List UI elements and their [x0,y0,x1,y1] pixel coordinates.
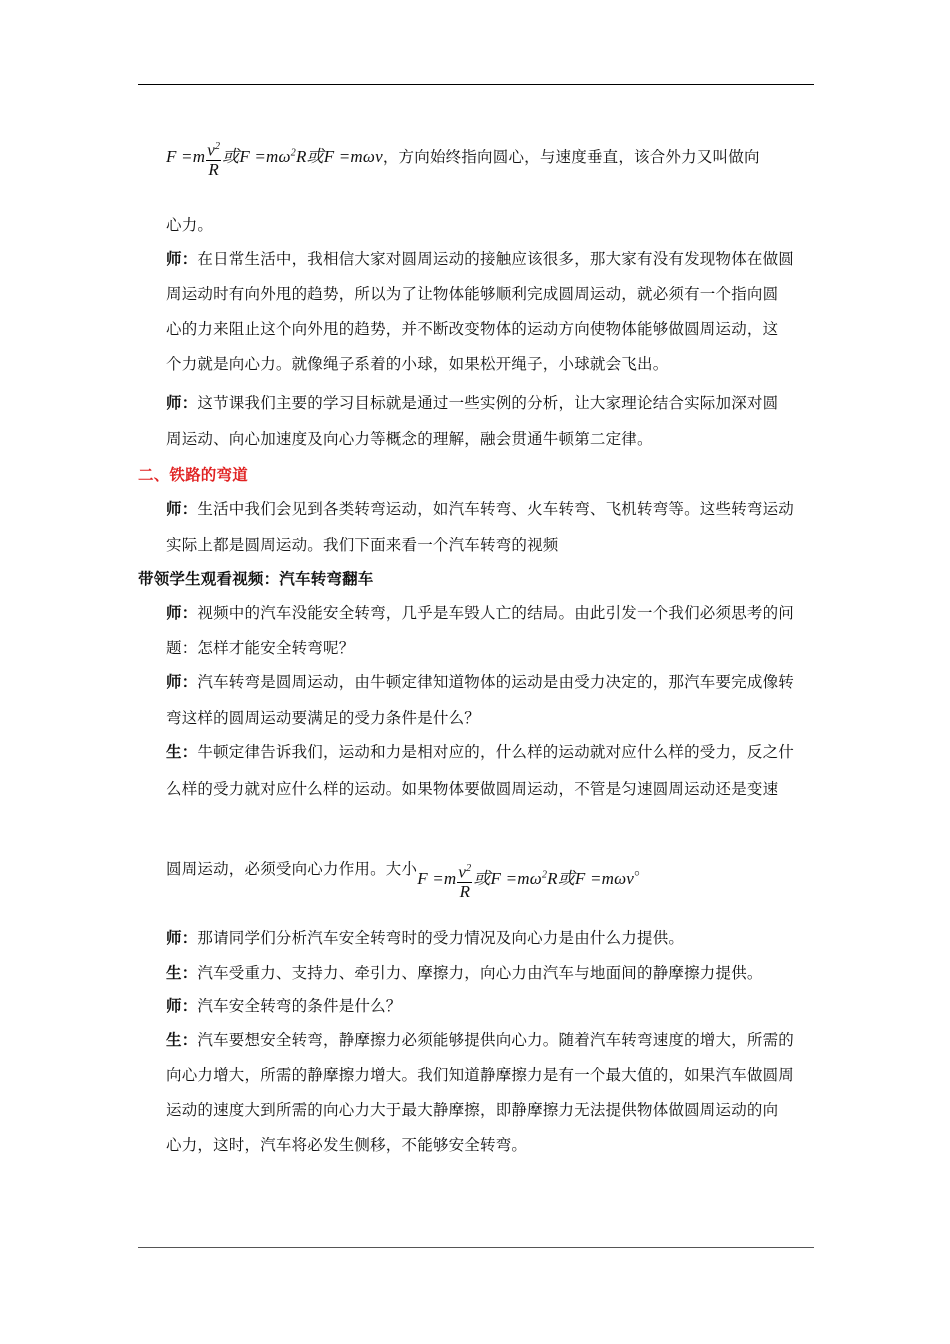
paragraph-line: 心力，这时，汽车将必发生侧移，不能够安全转弯。 [166,1136,528,1154]
paragraph-line: 运动的速度大到所需的向心力大于最大静摩擦，即静摩擦力无法提供物体做圆周运动的向 [166,1101,779,1119]
paragraph-line: 周运动、向心加速度及向心力等概念的理解，融会贯通牛顿第二定律。 [166,430,653,448]
formula-trailing-text: ，方向始终指向圆心，与速度垂直，该合外力又叫做向 [382,148,760,167]
paragraph-line: 周运动时有向外甩的趋势，所以为了让物体能够顺利完成圆周运动，就必须有一个指向圆 [166,285,779,303]
paragraph-line: 师：那请同学们分析汽车安全转弯时的受力情况及向心力是由什么力提供。 [166,928,685,947]
formula-line-2: 圆周运动，必须受向心力作用。大小F =m $\frac{v^2}{R}$ 或$F =m\omega^2R$或F =mωv。 [166,860,650,901]
section-heading: 二、铁路的弯道 [138,465,248,484]
paragraph-line: 个力就是向心力。就像绳子系着的小球，如果松开绳子，小球就会飞出。 [166,355,669,373]
paragraph-line: 师：视频中的汽车没能安全转弯，几乎是车毁人亡的结局。由此引发一个我们必须思考的问 [166,603,795,622]
speaker-label: 师： [166,996,198,1015]
speaker-label: 师： [166,928,198,947]
speaker-label: 生： [166,1030,198,1049]
speaker-label: 师： [166,672,198,691]
paragraph-line: 师：汽车安全转弯的条件是什么？ [166,996,402,1015]
paragraph-line: 师：这节课我们主要的学习目标就是通过一些实例的分析，让大家理论结合实际加深对圆 [166,393,779,412]
paragraph-line: 向心力增大，所需的静摩擦力增大。我们知道静摩擦力是有一个最大值的，如果汽车做圆周 [166,1066,795,1084]
paragraph-line: 实际上都是圆周运动。我们下面来看一个汽车转弯的视频 [166,536,559,554]
paragraph-line: 心力。 [166,216,214,234]
speaker-label: 生： [166,742,198,761]
speaker-label: 师： [166,499,198,518]
paragraph-line: 么样的受力就对应什么样的运动。如果物体要做圆周运动，不管是匀速圆周运动还是变速 [166,780,779,798]
paragraph-line: 师：生活中我们会见到各类转弯运动，如汽车转弯、火车转弯、飞机转弯等。这些转弯运动 [166,499,795,518]
paragraph-line: 生：汽车要想安全转弯，静摩擦力必须能够提供向心力。随着汽车转弯速度的增大，所需的 [166,1030,795,1049]
video-heading: 带领学生观看视频：汽车转弯翻车 [138,569,374,588]
speaker-label: 生： [166,963,198,982]
footer-rule [138,1247,814,1248]
paragraph-line: 弯这样的圆周运动要满足的受力条件是什么？ [166,709,481,727]
speaker-label: 师： [166,249,198,268]
formula-line-1 [166,138,760,179]
header-rule [138,84,814,85]
paragraph-line: 师：在日常生活中，我相信大家对圆周运动的接触应该很多，那大家有没有发现物体在做圆 [166,249,795,268]
paragraph-line: 师：汽车转弯是圆周运动，由牛顿定律知道物体的运动是由受力决定的，那汽车要完成像转 [166,672,795,691]
paragraph-line: 生：汽车受重力、支持力、牵引力、摩擦力，向心力由汽车与地面间的静摩擦力提供。 [166,963,763,982]
paragraph-line: 心的力来阻止这个向外甩的趋势，并不断改变物体的运动方向使物体能够做圆周运动，这 [166,320,779,338]
paragraph-line: 生：牛顿定律告诉我们，运动和力是相对应的，什么样的运动就对应什么样的受力，反之什 [166,742,795,761]
centripetal-force-formula: F =m $\frac{v^2}{R}$ 或$F =m\omega^2R$或F =mωv [417,860,634,901]
speaker-label: 师： [166,603,198,622]
centripetal-force-formula: F =m $\frac{v^2}{R}$ 或$F =m\omega^2R$或F =mωv [166,138,383,179]
paragraph-line: 题：怎样才能安全转弯呢？ [166,639,355,657]
speaker-label: 师： [166,393,198,412]
